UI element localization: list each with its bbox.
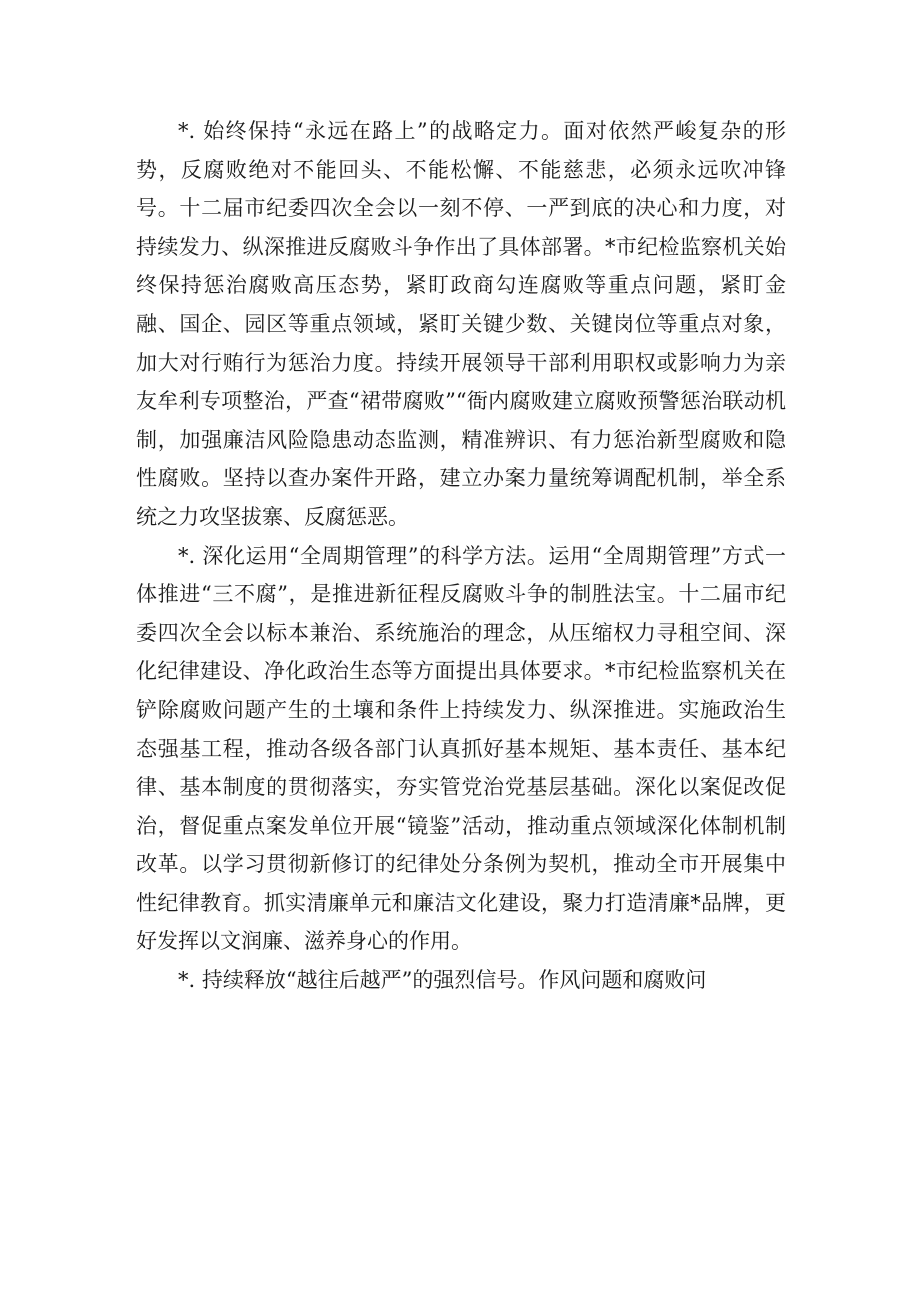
paragraph-stricter-signal: *. 持续释放“越往后越严”的强烈信号。作风问题和腐败问 bbox=[178, 968, 707, 993]
paragraph-full-cycle-management: *. 深化运用“全周期管理”的科学方法。运用“全周期管理”方式一体推进“三不腐”，是推进新征程反腐败斗争的制胜法宝。十二届市纪委四次全会以标本兼治、系统施治的理念，从压缩权力寻租空间、深化纪律建设、净化政治生态等方面提出具体要求。*市纪检监察机关在铲除腐败问题产生的土壤和条件上持续发力、纵深推进。实施政治生态强基工程，推动各级各部门认真抓好基本规矩、基本责任、基本纪律、基本制度的贯彻落实，夯实管党治党基层基础。深化以案促改促治，督促重点案发单位开展“镜鉴”活动，推动重点领域深化体制机制改革。以学习贯彻新修订的纪律处分条例为契机，推动全市开展集中性纪律教育。抓实清廉单元和廉洁文化建设，聚力打造清廉*品牌，更好发挥以文润廉、滋养身心的作用。 bbox=[136, 543, 786, 954]
paragraph-strategic-resolve: *. 始终保持“永远在路上”的战略定力。面对依然严峻复杂的形势，反腐败绝对不能回头、不能松懈、不能慈悲，必须永远吹冲锋号。十二届市纪委四次全会以一刻不停、一严到底的决心和力度，对持续发力、纵深推进反腐败斗争作出了具体部署。*市纪检监察机关始终保持惩治腐败高压态势，紧盯政商勾连腐败等重点问题，紧盯金融、国企、园区等重点领域，紧盯关键少数、关键岗位等重点对象，加大对行贿行为惩治力度。持续开展领导干部利用职权或影响力为亲友牟利专项整治，严查“裙带腐败”“衙内腐败建立腐败预警惩治联动机制，加强廉洁风险隐患动态监测，精准辨识、有力惩治新型腐败和隐性腐败。坚持以查办案件开路，建立办案力量统筹调配机制，举全系统之力攻坚拔寨、反腐惩恶。 bbox=[136, 119, 786, 529]
document-body bbox=[136, 112, 786, 1000]
